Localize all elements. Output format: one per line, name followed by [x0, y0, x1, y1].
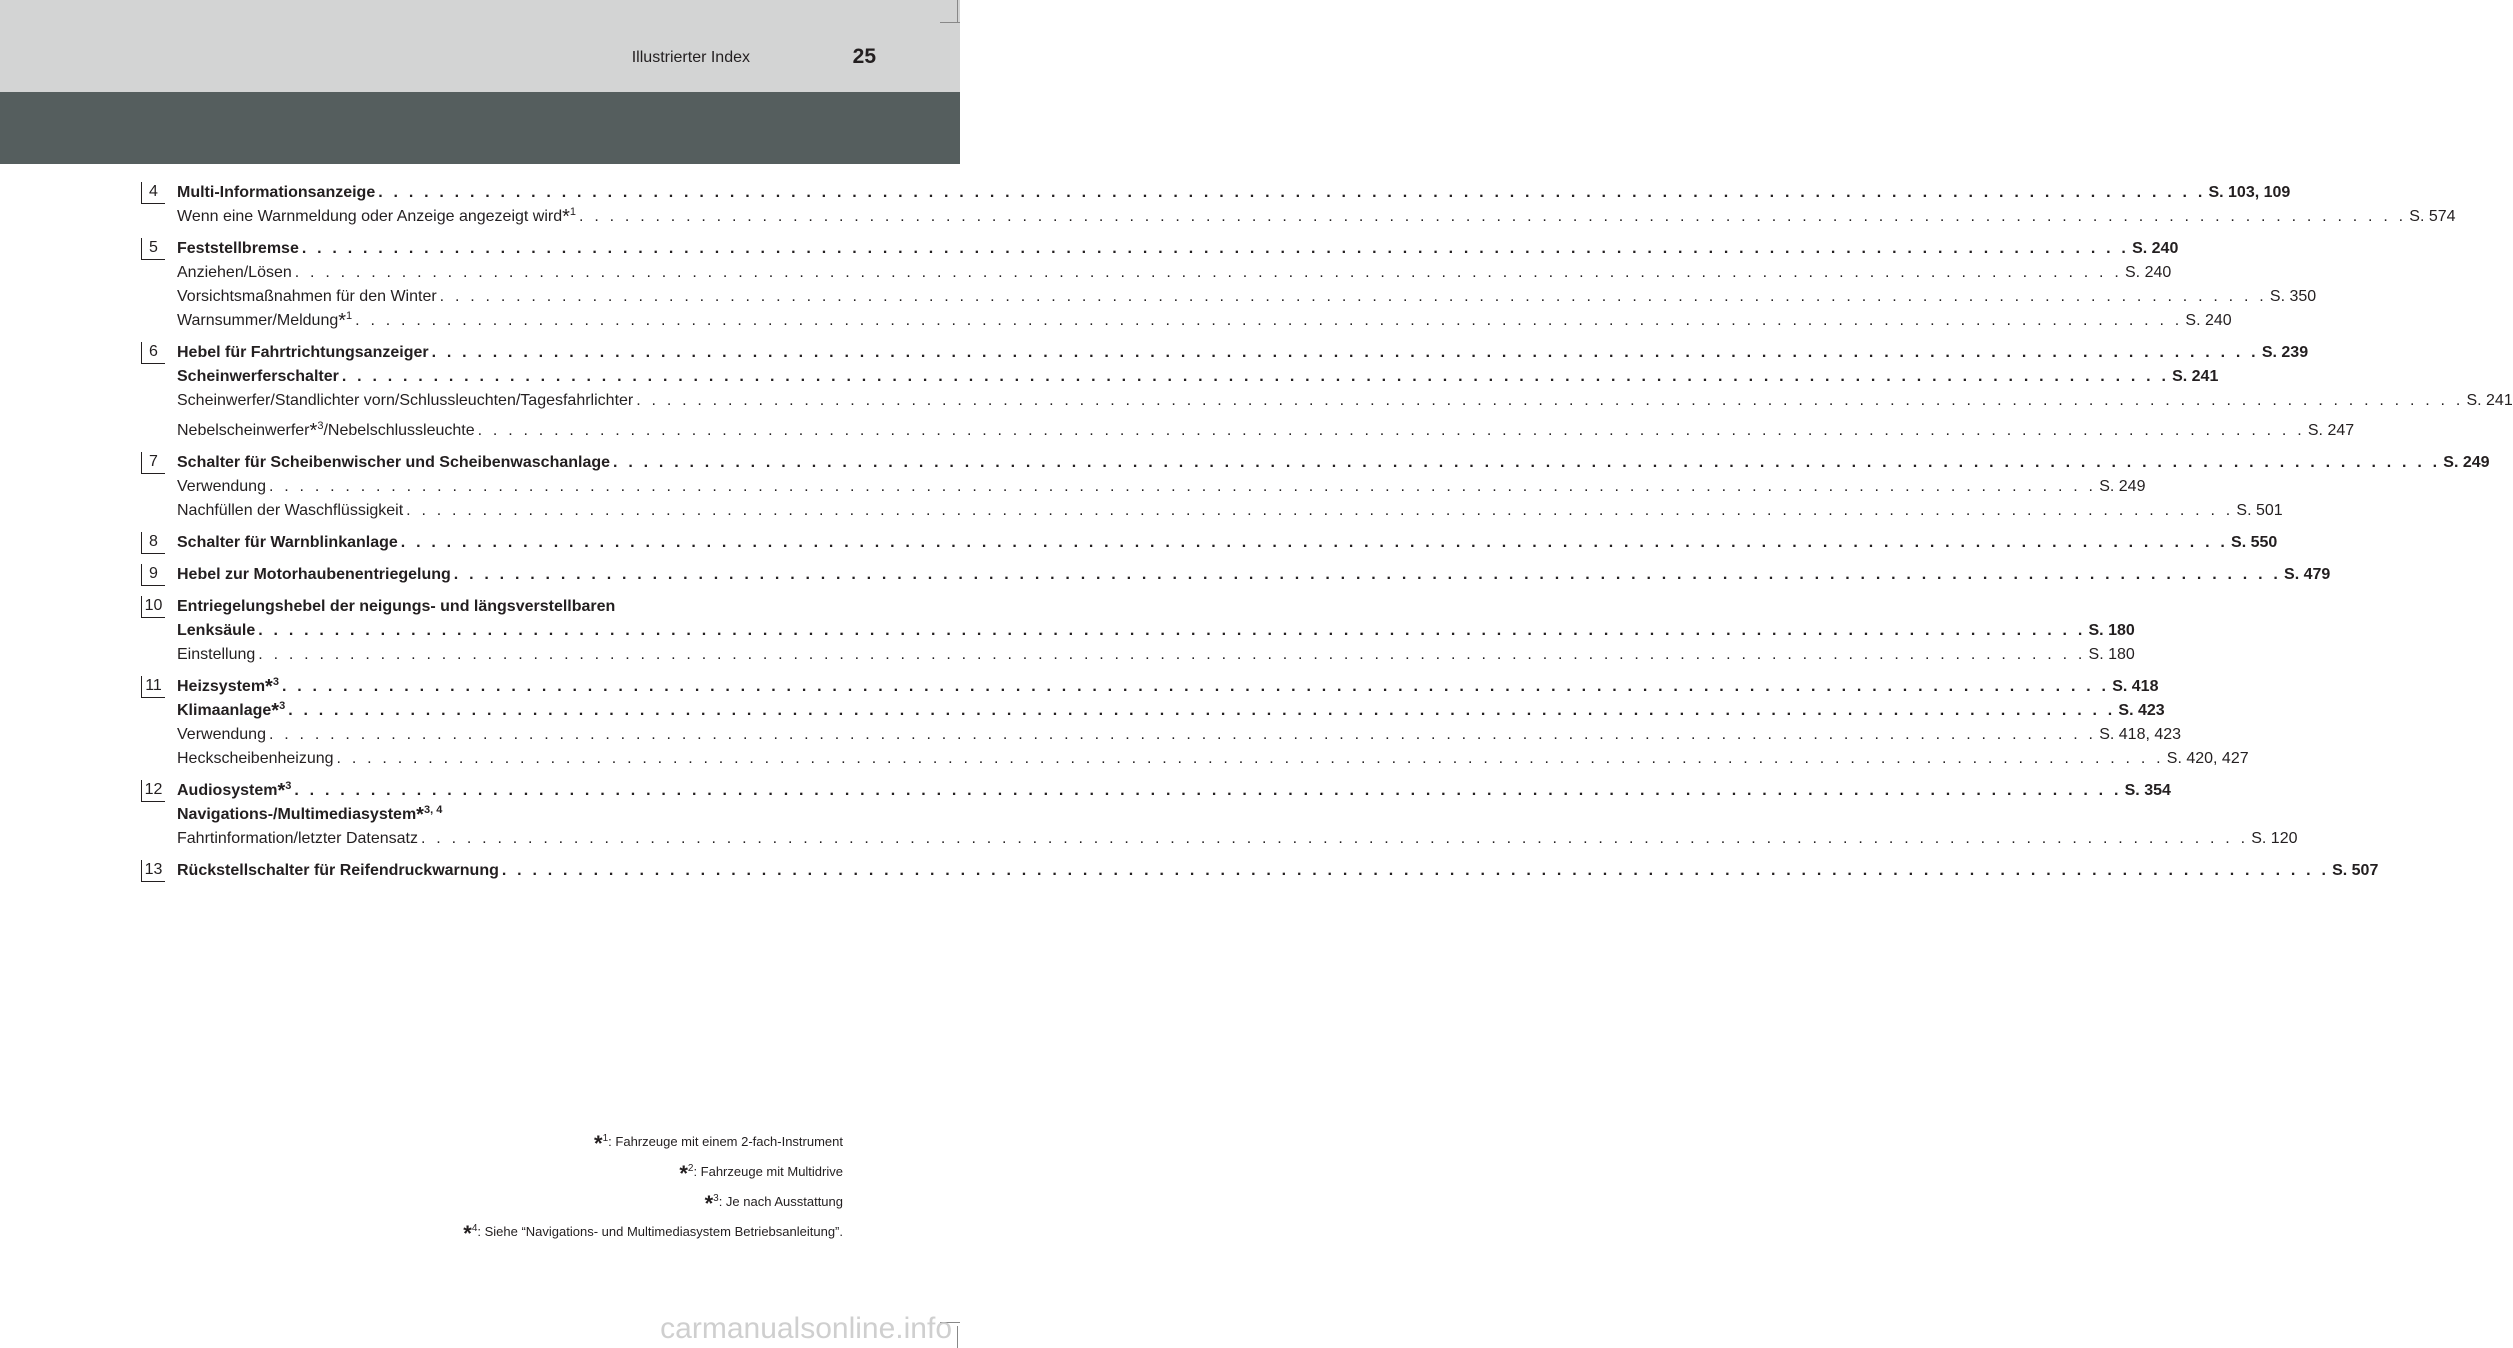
entry-label [177, 239, 299, 259]
asterisk-icon: * [277, 780, 286, 802]
index-entry [177, 284, 2317, 308]
entry-label [177, 597, 615, 617]
dot-leader: . . . . . . . . . . . . . . . . . . . . . . . . . . . . . . . . . . . . . . . . . . . . . . . . . . . . . . . . . . . . . . . . . . . . . . . . . . . . . . . . . . . . . . . . . . . . . . . . . . . . . . . . . . . . . . . . . . . . . . . . [431, 344, 2259, 361]
entry-text: Nebelscheinwerfer [177, 422, 310, 439]
footnote-mark: 2 [687, 1163, 694, 1174]
entry-label [177, 391, 633, 411]
watermark: carmanualsonline.info [660, 1312, 952, 1345]
index-entry [177, 698, 2165, 722]
index-group [0, 858, 2379, 882]
index-entry [177, 778, 2171, 802]
page-ref: S. 550 [2231, 534, 2278, 551]
section-number: 10 [141, 596, 165, 618]
page-ref: S. 180 [2088, 646, 2135, 663]
section-number: 13 [141, 860, 165, 882]
entry-text: Rückstellschalter für Reifendruckwarnung [177, 862, 499, 879]
section-number: 7 [141, 452, 165, 474]
entry-text: Audiosystem [177, 782, 278, 799]
footnote-ref: 1 [569, 206, 577, 218]
footnotes [463, 1124, 843, 1244]
asterisk-icon: * [309, 420, 318, 442]
asterisk-icon: * [562, 206, 570, 228]
index-entry [177, 450, 2490, 474]
crop-mark [957, 0, 958, 22]
page-ref: S. 103, 109 [2208, 184, 2291, 201]
entry-label [177, 861, 499, 881]
section-title: Illustrierter Index [631, 49, 750, 66]
page-ref: S. 479 [2284, 566, 2331, 583]
index-entry [177, 180, 2291, 204]
entry-label [177, 421, 475, 441]
footnote-text: : Fahrzeuge mit einem 2-fach-Instrument [608, 1134, 843, 1149]
entry-text: Navigations-/Multimediasystem [177, 806, 417, 823]
dot-leader: . . . . . . . . . . . . . . . . . . . . . . . . . . . . . . . . . . . . . . . . . . . . . . . . . . . . . . . . . . . . . . . . . . . . . . . . . . . . . . . . . . . . . . . . . . . . . . . . . . . . . . . . . . . . . . . . . . . . . . . . [268, 726, 2097, 743]
page-ref: S. 239 [2261, 344, 2309, 361]
footnote-ref: 3 [279, 700, 286, 712]
dot-leader: . . . . . . . . . . . . . . . . . . . . . . . . . . . . . . . . . . . . . . . . . . . . . . . . . . . . . . . . . . . . . . . . . . . . . . . . . . . . . . . . . . . . . . . . . . . . . . . . . . . . . . . . . . . . . . . . . . . . . . . . [288, 702, 2116, 719]
page-ref: S. 240 [2185, 312, 2232, 329]
section-band [0, 92, 960, 164]
entry-label [177, 533, 398, 553]
entry-text: Hebel zur Motorhaubenentriegelung [177, 566, 451, 583]
index-entry [177, 260, 2172, 284]
index-entry [177, 858, 2379, 882]
section-number: 11 [141, 676, 165, 698]
index-entry [177, 746, 2249, 770]
dot-leader: . . . . . . . . . . . . . . . . . . . . . . . . . . . . . . . . . . . . . . . . . . . . . . . . . . . . . . . . . . . . . . . . . . . . . . . . . . . . . . . . . . . . . . . . . . . . . . . . . . . . . . . . . . . . . . . . . . . . . . . . [341, 368, 2170, 385]
entry-text: Heckscheibenheizung [177, 750, 334, 767]
entry-label [177, 183, 375, 203]
page-ref: S. 241 [2466, 392, 2513, 409]
entry-label [177, 565, 451, 585]
dot-leader: . . . . . . . . . . . . . . . . . . . . . . . . . . . . . . . . . . . . . . . . . . . . . . . . . . . . . . . . . . . . . . . . . . . . . . . . . . . . . . . . . . . . . . . . . . . . . . . . . . . . . . . . . . . . . . . . . . . . . . . . [294, 782, 2122, 799]
index-group [0, 450, 2490, 522]
entry-text-after: /Nebelschlussleuchte [323, 422, 475, 439]
dot-leader: . . . . . . . . . . . . . . . . . . . . . . . . . . . . . . . . . . . . . . . . . . . . . . . . . . . . . . . . . . . . . . . . . . . . . . . . . . . . . . . . . . . . . . . . . . . . . . . . . . . . . . . . . . . . . . . . . . . . . . . . [294, 264, 2122, 281]
index-group [0, 778, 2298, 850]
dot-leader: . . . . . . . . . . . . . . . . . . . . . . . . . . . . . . . . . . . . . . . . . . . . . . . . . . . . . . . . . . . . . . . . . . . . . . . . . . . . . . . . . . . . . . . . . . . . . . . . . . . . . . . . . . . . . . . . . . . . . . . . [613, 454, 2441, 471]
page-ref: S. 423 [2118, 702, 2165, 719]
index-entry [177, 642, 2135, 666]
entry-text: Wenn eine Warnmeldung oder Anzeige angezeigt wird [177, 208, 563, 225]
dot-leader: . . . . . . . . . . . . . . . . . . . . . . . . . . . . . . . . . . . . . . . . . . . . . . . . . . . . . . . . . . . . . . . . . . . . . . . . . . . . . . . . . . . . . . . . . . . . . . . . . . . . . . . . . . . . . . . . . . . . . . . . [268, 478, 2097, 495]
dot-leader: . . . . . . . . . . . . . . . . . . . . . . . . . . . . . . . . . . . . . . . . . . . . . . . . . . . . . . . . . . . . . . . . . . . . . . . . . . . . . . . . . . . . . . . . . . . . . . . . . . . . . . . . . . . . . . . . . . . . . . . . [258, 622, 2086, 639]
page-ref: S. 350 [2269, 288, 2317, 305]
asterisk-icon: * [265, 676, 273, 698]
index-entry [177, 802, 807, 826]
page-ref: S. 241 [2172, 368, 2219, 385]
asterisk-icon: * [704, 1191, 714, 1216]
dot-leader: . . . . . . . . . . . . . . . . . . . . . . . . . . . . . . . . . . . . . . . . . . . . . . . . . . . . . . . . . . . . . . . . . . . . . . . . . . . . . . . . . . . . . . . . . . . . . . . . . . . . . . . . . . . . . . . . . . . . . . . . [258, 646, 2086, 663]
section-number: 9 [141, 564, 165, 586]
index-entry [177, 412, 2355, 442]
entry-label [177, 701, 285, 721]
entry-label [177, 829, 418, 849]
dot-leader: . . . . . . . . . . . . . . . . . . . . . . . . . . . . . . . . . . . . . . . . . . . . . . . . . . . . . . . . . . . . . . . . . . . . . . . . . . . . . . . . . . . . . . . . . . . . . . . . . . . . . . . . . . . . . . . . . . . . . . . . [355, 312, 2183, 329]
dot-leader: . . . . . . . . . . . . . . . . . . . . . . . . . . . . . . . . . . . . . . . . . . . . . . . . . . . . . . . . . . . . . . . . . . . . . . . . . . . . . . . . . . . . . . . . . . . . . . . . . . . . . . . . . . . . . . . . . . . . . . . . [453, 566, 2282, 583]
footnote-mark: 4 [471, 1223, 478, 1234]
page-ref: S. 574 [2409, 208, 2456, 225]
index-group [0, 340, 2513, 442]
entry-text: Klimaanlage [177, 702, 272, 719]
entry-label [177, 477, 266, 497]
index-entry [177, 388, 2513, 412]
entry-label [177, 207, 576, 227]
footnote-ref: 3 [317, 420, 324, 432]
page-number: 25 [852, 45, 876, 68]
entry-label [177, 367, 339, 387]
dot-leader: . . . . . . . . . . . . . . . . . . . . . . . . . . . . . . . . . . . . . . . . . . . . . . . . . . . . . . . . . . . . . . . . . . . . . . . . . . . . . . . . . . . . . . . . . . . . . . . . . . . . . . . . . . . . . . . . . . . . . . . . [400, 534, 2229, 551]
index-group [0, 594, 2135, 666]
crop-mark [957, 1326, 958, 1348]
footnote-text: : Je nach Ausstattung [718, 1194, 843, 1209]
entry-label [177, 287, 437, 307]
entry-text: Scheinwerferschalter [177, 368, 339, 385]
asterisk-icon: * [679, 1161, 688, 1186]
entry-label [177, 725, 266, 745]
footnote-text: : Siehe “Navigations- und Multimediasystem Betriebsanleitung”. [477, 1224, 843, 1239]
index-group [0, 530, 2278, 554]
entry-label [177, 645, 255, 665]
dot-leader: . . . . . . . . . . . . . . . . . . . . . . . . . . . . . . . . . . . . . . . . . . . . . . . . . . . . . . . . . . . . . . . . . . . . . . . . . . . . . . . . . . . . . . . . . . . . . . . . . . . . . . . . . . . . . . . . . . . . . . . . [301, 240, 2130, 257]
dot-leader: . . . . . . . . . . . . . . . . . . . . . . . . . . . . . . . . . . . . . . . . . . . . . . . . . . . . . . . . . . . . . . . . . . . . . . . . . . . . . . . . . . . . . . . . . . . . . . . . . . . . . . . . . . . . . . . . . . . . . . . . [477, 422, 2305, 439]
index-entry [177, 722, 2182, 746]
page-ref: S. 501 [2236, 502, 2283, 519]
entry-text: Scheinwerfer/Standlichter vorn/Schlussleuchten/Tagesfahrlichter [177, 392, 634, 409]
index-group [0, 236, 2317, 332]
dot-leader: . . . . . . . . . . . . . . . . . . . . . . . . . . . . . . . . . . . . . . . . . . . . . . . . . . . . . . . . . . . . . . . . . . . . . . . . . . . . . . . . . . . . . . . . . . . . . . . . . . . . . . . . . . . . . . . . . . . . . . . . [336, 750, 2164, 767]
entry-label [177, 749, 334, 769]
dot-leader: . . . . . . . . . . . . . . . . . . . . . . . . . . . . . . . . . . . . . . . . . . . . . . . . . . . . . . . . . . . . . . . . . . . . . . . . . . . . . . . . . . . . . . . . . . . . . . . . . . . . . . . . . . . . . . . . . . . . . . . . [281, 678, 2110, 695]
index-entry [177, 498, 2283, 522]
asterisk-icon: * [594, 1131, 603, 1156]
section-number: 5 [141, 238, 165, 260]
entry-text: Nachfüllen der Waschflüssigkeit [177, 502, 404, 519]
entry-label [177, 453, 610, 473]
entry-text: Entriegelungshebel der neigungs- und längsverstellbaren [177, 598, 616, 615]
entry-text: Anziehen/Lösen [177, 264, 292, 281]
entry-text: Verwendung [177, 726, 266, 743]
dot-leader: . . . . . . . . . . . . . . . . . . . . . . . . . . . . . . . . . . . . . . . . . . . . . . . . . . . . . . . . . . . . . . . . . . . . . . . . . . . . . . . . . . . . . . . . . . . . . . . . . . . . . . . . . . . . . . . . . . . . . . . . [406, 502, 2234, 519]
dot-leader: . . . . . . . . . . . . . . . . . . . . . . . . . . . . . . . . . . . . . . . . . . . . . . . . . . . . . . . . . . . . . . . . . . . . . . . . . . . . . . . . . . . . . . . . . . . . . . . . . . . . . . . . . . . . . . . . . . . . . . . . [636, 392, 2464, 409]
entry-label [177, 781, 291, 801]
page-ref: S. 354 [2124, 782, 2171, 799]
entry-text: Verwendung [177, 478, 266, 495]
dot-leader: . . . . . . . . . . . . . . . . . . . . . . . . . . . . . . . . . . . . . . . . . . . . . . . . . . . . . . . . . . . . . . . . . . . . . . . . . . . . . . . . . . . . . . . . . . . . . . . . . . . . . . . . . . . . . . . . . . . . . . . . [421, 830, 2249, 847]
footnote [463, 1214, 843, 1244]
footnote-ref: 3 [272, 676, 279, 688]
entry-label [177, 805, 442, 825]
footnote-ref: 3, 4 [423, 804, 443, 816]
entry-label [177, 263, 292, 283]
page-ref: S. 247 [2307, 422, 2355, 439]
entry-label [177, 311, 352, 331]
page-ref: S. 249 [2443, 454, 2490, 471]
index-entry [177, 826, 2298, 850]
asterisk-icon: * [463, 1221, 472, 1246]
index-entry [177, 340, 2309, 364]
footnote [463, 1124, 843, 1154]
asterisk-icon: * [416, 804, 424, 826]
section-number: 12 [141, 780, 165, 802]
entry-text: Vorsichtsmaßnahmen für den Winter [177, 288, 437, 305]
entry-text: Feststellbremse [177, 240, 299, 257]
crop-mark [940, 22, 960, 23]
index-entries [0, 180, 2513, 890]
page-ref: S. 240 [2132, 240, 2179, 257]
footnote [463, 1154, 843, 1184]
entry-label [177, 677, 279, 697]
entry-label [177, 621, 255, 641]
index-entry [177, 236, 2179, 260]
footnote-text: : Fahrzeuge mit Multidrive [693, 1164, 843, 1179]
index-entry [177, 364, 2219, 388]
entry-label [177, 501, 403, 521]
entry-text: Schalter für Scheibenwischer und Scheibenwaschanlage [177, 454, 611, 471]
page-header [0, 0, 960, 92]
footnote-mark: 1 [602, 1133, 609, 1144]
page-ref: S. 120 [2251, 830, 2298, 847]
dot-leader: . . . . . . . . . . . . . . . . . . . . . . . . . . . . . . . . . . . . . . . . . . . . . . . . . . . . . . . . . . . . . . . . . . . . . . . . . . . . . . . . . . . . . . . . . . . . . . . . . . . . . . . . . . . . . . . . . . . . . . . . [439, 288, 2267, 305]
footnote-mark: 3 [713, 1193, 719, 1204]
section-number: 4 [141, 182, 165, 204]
asterisk-icon: * [271, 700, 280, 722]
page-ref: S. 420, 427 [2166, 750, 2249, 767]
dot-leader: . . . . . . . . . . . . . . . . . . . . . . . . . . . . . . . . . . . . . . . . . . . . . . . . . . . . . . . . . . . . . . . . . . . . . . . . . . . . . . . . . . . . . . . . . . . . . . . . . . . . . . . . . . . . . . . . . . . . . . . . [378, 184, 2206, 201]
index-entry [177, 594, 807, 618]
entry-text: Einstellung [177, 646, 256, 663]
entry-text: Hebel für Fahrtrichtungsanzeiger [177, 344, 429, 361]
index-entry [177, 530, 2278, 554]
entry-text: Warnsummer/Meldung [177, 312, 339, 329]
footnote [463, 1184, 843, 1214]
section-number: 8 [141, 532, 165, 554]
index-group [0, 562, 2331, 586]
entry-text: Heizsystem [177, 678, 266, 695]
index-entry [177, 674, 2159, 698]
footnote-ref: 1 [346, 310, 353, 322]
entry-label [177, 343, 429, 363]
asterisk-icon: * [338, 310, 347, 332]
section-number: 6 [141, 342, 165, 364]
footnote-ref: 3 [285, 780, 292, 792]
index-group [0, 180, 2456, 228]
page-ref: S. 507 [2332, 862, 2379, 879]
dot-leader: . . . . . . . . . . . . . . . . . . . . . . . . . . . . . . . . . . . . . . . . . . . . . . . . . . . . . . . . . . . . . . . . . . . . . . . . . . . . . . . . . . . . . . . . . . . . . . . . . . . . . . . . . . . . . . . . . . . . . . . . [501, 862, 2330, 879]
entry-text: Fahrtinformation/letzter Datensatz [177, 830, 418, 847]
index-entry [177, 618, 2135, 642]
index-entry [177, 562, 2331, 586]
index-entry [177, 204, 2456, 228]
page-ref: S. 240 [2125, 264, 2172, 281]
entry-text: Schalter für Warnblinkanlage [177, 534, 398, 551]
index-entry [177, 474, 2146, 498]
index-entry [177, 308, 2232, 332]
page-ref: S. 418 [2112, 678, 2159, 695]
entry-text: Lenksäule [177, 622, 256, 639]
dot-leader: . . . . . . . . . . . . . . . . . . . . . . . . . . . . . . . . . . . . . . . . . . . . . . . . . . . . . . . . . . . . . . . . . . . . . . . . . . . . . . . . . . . . . . . . . . . . . . . . . . . . . . . . . . . . . . . . . . . . . . . . [579, 208, 2407, 225]
index-group [0, 674, 2249, 770]
page-ref: S. 418, 423 [2099, 726, 2182, 743]
page-ref: S. 249 [2099, 478, 2146, 495]
entry-text: Multi-Informationsanzeige [177, 184, 376, 201]
page-ref: S. 180 [2088, 622, 2135, 639]
